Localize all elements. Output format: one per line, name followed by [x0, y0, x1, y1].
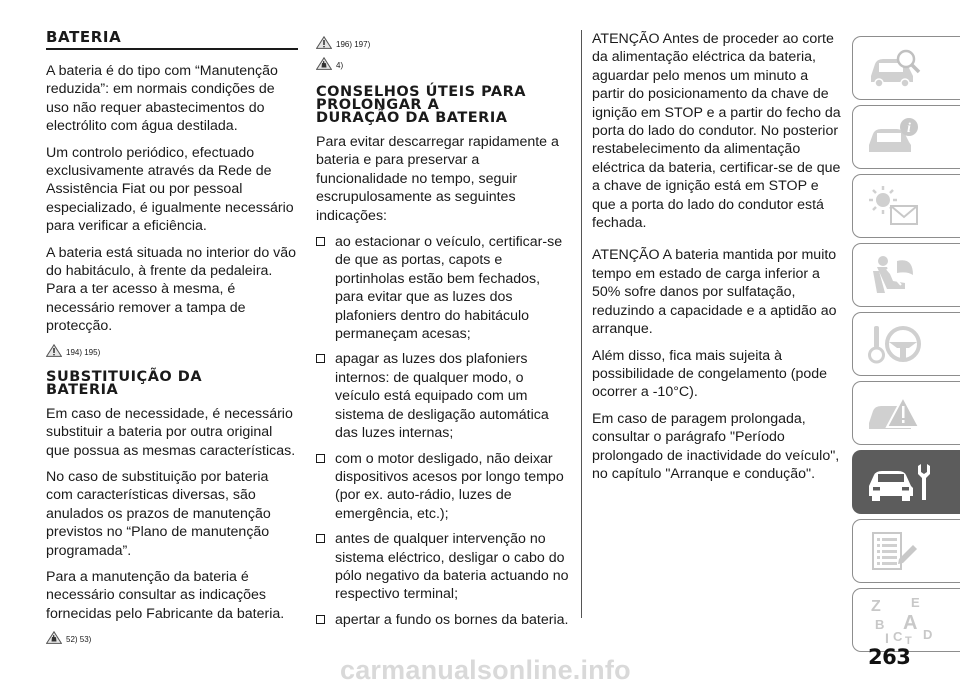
index-letter: C [893, 629, 903, 644]
car-wrench-icon [867, 460, 935, 504]
list-item [316, 233, 571, 343]
column-3 [592, 30, 844, 491]
warning-ref-text: 52) 53) [66, 635, 92, 645]
warning-ref-text: 194) 195) [66, 347, 101, 357]
index-letter: A [903, 612, 918, 634]
subtitle-line: SUBSTITUIÇÃO DA [46, 368, 203, 385]
paragraph: ATENÇÃO Antes de proceder ao corte da alimentação eléctrica da bateria, aguardar pelo menos um minuto a partir do posicionamento da chave de ignição em STOP e a partir do fecho da porta do lado do condutor. No posterior restabelecimento da alimentação eléctrica da bateria, certificar-se de que a chave de ignição está em STOP e que a porta do lado do condutor está fechada. [592, 31, 841, 232]
paragraph: A bateria é do tipo com “Manutenção reduzida”: em normais condições de uso não requer abastecimentos do electrólito com água destilada. [46, 63, 278, 135]
index-letter: I [885, 630, 889, 645]
tab-safety[interactable] [852, 243, 960, 307]
list-item [316, 530, 571, 604]
warning-reference [46, 631, 298, 644]
car-search-icon [867, 46, 923, 90]
checkbox-bullet-icon [316, 454, 325, 463]
checkbox-bullet-icon [316, 237, 325, 246]
paragraph: A bateria está situada no interior do vão do habitáculo, à frente da pedaleira. Para a ter acesso à mesma, é necessário remover a tampa de protecção. [46, 244, 297, 335]
warning-triangle-icon [316, 36, 332, 49]
tab-car-info[interactable] [852, 105, 960, 169]
watermark-text: carmanualsonline.info [340, 655, 631, 685]
svg-text:i: i [907, 121, 911, 136]
index-letter: E [911, 595, 920, 610]
title-line: CONSELHOS ÚTEIS PARA [316, 84, 527, 100]
tab-car-search[interactable] [852, 36, 960, 100]
list-item-text: apagar as luzes dos plafoniers internos: de qualquer modo, o veículo está equipado com um sistema de desligação automática das luzes internas; [335, 351, 549, 442]
chapter-tabs [852, 36, 960, 657]
warning-reference [46, 344, 298, 357]
warning-hand-icon [316, 57, 332, 70]
warning-ref-text: 4) [336, 61, 344, 70]
section-title-conselhos [316, 86, 571, 125]
subtitle-line: BATERIA [46, 381, 119, 398]
list-item-text: com o motor desligado, não deixar dispositivos acesos por longo tempo (por ex. auto-rádio, luzes de emergência, etc.); [335, 450, 564, 522]
column-divider [581, 30, 582, 618]
list-item-text: antes de qualquer intervenção no sistema eléctrico, desligar o cabo do pólo negativo da bateria actuando no respectivo terminal; [335, 531, 569, 603]
list-item [316, 350, 571, 442]
title-line: DURAÇÃO DA BATERIA [316, 110, 508, 126]
tab-index[interactable] [852, 588, 960, 652]
checkbox-bullet-icon [316, 534, 325, 543]
checkbox-bullet-icon [316, 354, 325, 363]
list-item-text: apertar a fundo os bornes da bateria. [335, 611, 569, 628]
paragraph: Além disso, fica mais sujeita à possibilidade de congelamento (pode ocorrer a -10°C). [592, 347, 828, 401]
tab-technical-data[interactable] [852, 519, 960, 583]
warning-reference [316, 36, 571, 49]
car-info-icon [867, 115, 923, 159]
intro-paragraph: Para evitar descarregar rapidamente a bateria e para preservar a funcionalidade no tempo, seguir escrupulosamente as seguintes indicações: [316, 134, 559, 224]
index-letter: D [923, 627, 933, 642]
paragraph: ATENÇÃO A bateria mantida por muito tempo em estado de carga inferior a 50% sofre danos por sulfatação, reduzindo a capacidade e a aptidão ao arranque. [592, 247, 837, 338]
paragraph: No caso de substituição por bateria com características diversas, são anulados os prazos de manutenção previstos no “Plano de manutenção programada”. [46, 468, 271, 559]
seat-airbag-icon [867, 253, 923, 297]
tab-warning-lights[interactable] [852, 174, 960, 238]
tab-maintenance[interactable] [852, 450, 960, 514]
tab-starting-driving[interactable] [852, 312, 960, 376]
warning-reference [316, 57, 571, 70]
warning-light-message-icon [867, 184, 923, 228]
section-title-bateria: BATERIA [46, 28, 122, 46]
tab-emergency[interactable] [852, 381, 960, 445]
column-1 [46, 30, 298, 652]
paragraph: Em caso de paragem prolongada, consultar o parágrafo "Período prolongado de inactividade do veículo", no capítulo "Arranque e condução". [592, 410, 840, 482]
warning-ref-text: 196) 197) [336, 40, 371, 49]
warning-triangle-icon [46, 344, 62, 357]
alphabet-index-icon [867, 595, 937, 645]
index-letter: T [905, 635, 912, 645]
page-number: 263 [868, 645, 911, 669]
index-letter: Z [871, 598, 881, 615]
tips-list [316, 233, 571, 629]
section-title-substituicao [46, 368, 298, 398]
car-warning-triangle-icon [867, 391, 923, 435]
key-steering-wheel-icon [867, 322, 923, 366]
title-line: PROLONGAR A [316, 97, 440, 113]
list-item-text: ao estacionar o veículo, certificar-se de que as portas, capots e portinholas estão bem fechados, para evitar que as luzes dos plafoniers dentro do habitáculo permaneçam acesas; [335, 234, 563, 343]
index-letter: B [875, 617, 885, 632]
paragraph: Para a manutenção da bateria é necessário consultar as indicações fornecidas pelo Fabricante da bateria. [46, 568, 285, 622]
list-item [316, 450, 571, 524]
checkbox-bullet-icon [316, 615, 325, 624]
document-list-icon [867, 529, 923, 573]
list-item [316, 611, 571, 629]
column-2 [316, 36, 571, 636]
warning-hand-icon [46, 631, 62, 644]
title-underline [46, 48, 298, 50]
paragraph: Em caso de necessidade, é necessário substituir a bateria por outra original que possua as mesmas características. [46, 405, 296, 459]
paragraph: Um controlo periódico, efectuado exclusivamente através da Rede de Assistência Fiat ou por pessoal especializado, é igualmente necessário para verificar a eficiência. [46, 144, 294, 235]
